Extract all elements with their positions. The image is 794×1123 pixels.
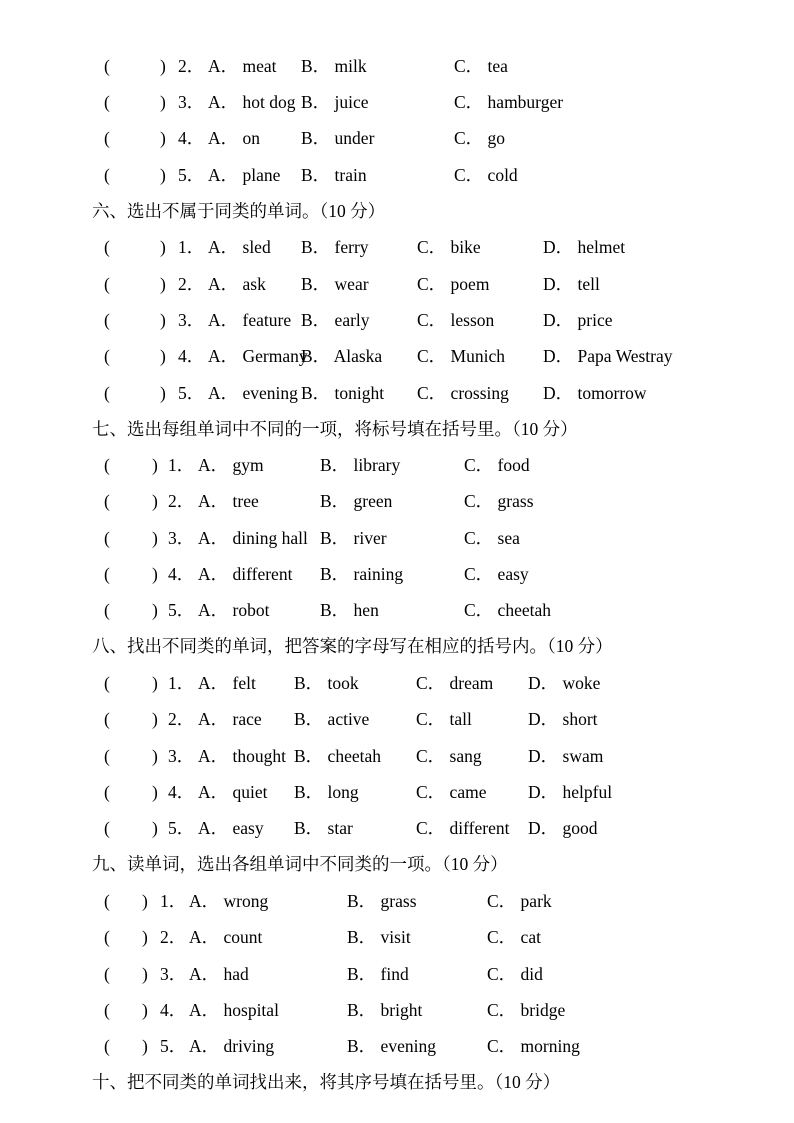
question-number: 2． <box>168 709 195 729</box>
answer-bracket-open: ( <box>104 237 110 257</box>
question-number: 5． <box>168 600 195 620</box>
option-a: A． dining hall <box>198 528 308 548</box>
answer-bracket-close: ) <box>160 128 166 148</box>
answer-bracket-open: ( <box>104 1000 110 1020</box>
option-d: D． tell <box>543 274 600 294</box>
option-a: A． count <box>189 927 263 947</box>
option-c: C． cat <box>487 927 541 947</box>
question-number: 5． <box>178 383 205 403</box>
option-c: C． sea <box>464 528 520 548</box>
answer-bracket-close: ) <box>152 600 158 620</box>
answer-bracket-open: ( <box>104 564 110 584</box>
option-a: A． had <box>189 964 249 984</box>
option-c: C． hamburger <box>454 92 564 112</box>
question-row <box>0 815 794 841</box>
question-number: 3． <box>178 92 205 112</box>
option-d: D． helmet <box>543 237 626 257</box>
option-a: A． race <box>198 709 262 729</box>
option-c: C． food <box>464 455 530 475</box>
option-b: B． took <box>294 673 359 693</box>
answer-bracket-close: ) <box>152 782 158 802</box>
question-row <box>0 924 794 950</box>
option-c: C． different <box>416 818 510 838</box>
answer-bracket-close: ) <box>160 165 166 185</box>
option-c: C． bridge <box>487 1000 566 1020</box>
option-d: D． woke <box>528 673 601 693</box>
question-row <box>0 743 794 769</box>
question-number: 1． <box>168 673 195 693</box>
option-c: C． park <box>487 891 552 911</box>
question-row <box>0 706 794 732</box>
answer-bracket-open: ( <box>104 818 110 838</box>
answer-bracket-open: ( <box>104 891 110 911</box>
question-number: 4． <box>168 564 195 584</box>
question-number: 3． <box>160 964 187 984</box>
question-row <box>0 488 794 514</box>
question-row <box>0 1033 794 1059</box>
answer-bracket-open: ( <box>104 528 110 548</box>
option-a: A． different <box>198 564 293 584</box>
question-number: 1． <box>168 455 195 475</box>
answer-bracket-open: ( <box>104 310 110 330</box>
answer-bracket-close: ) <box>160 383 166 403</box>
answer-bracket-open: ( <box>104 709 110 729</box>
answer-bracket-close: ) <box>160 237 166 257</box>
option-b: B． under <box>301 128 375 148</box>
question-number: 5． <box>168 818 195 838</box>
option-d: D． price <box>543 310 613 330</box>
option-c: C． tea <box>454 56 508 76</box>
option-c: C． morning <box>487 1036 580 1056</box>
option-b: B． train <box>301 165 367 185</box>
option-c: C． go <box>454 128 506 148</box>
option-a: A． thought <box>198 746 286 766</box>
question-number: 4． <box>178 128 205 148</box>
option-c: C． easy <box>464 564 529 584</box>
option-c: C． cheetah <box>464 600 551 620</box>
answer-bracket-close: ) <box>152 673 158 693</box>
option-b: B． library <box>320 455 401 475</box>
answer-bracket-close: ) <box>152 455 158 475</box>
answer-bracket-close: ) <box>160 310 166 330</box>
question-row <box>0 888 794 914</box>
option-b: B． juice <box>301 92 369 112</box>
option-b: B． bright <box>347 1000 423 1020</box>
option-a: A． hot dog <box>208 92 296 112</box>
answer-bracket-open: ( <box>104 128 110 148</box>
section-heading: 八、找出不同类的单词，把答案的字母写在相应的括号内。（10 分） <box>92 636 613 656</box>
answer-bracket-close: ) <box>160 92 166 112</box>
question-number: 3． <box>178 310 205 330</box>
option-a: A． gym <box>198 455 264 475</box>
question-number: 4． <box>178 346 205 366</box>
option-c: C． bike <box>417 237 481 257</box>
option-b: B． raining <box>320 564 404 584</box>
option-c: C． dream <box>416 673 494 693</box>
question-row <box>0 125 794 151</box>
option-b: B． green <box>320 491 393 511</box>
answer-bracket-open: ( <box>104 673 110 693</box>
answer-bracket-close: ) <box>160 56 166 76</box>
answer-bracket-close: ) <box>152 818 158 838</box>
option-b: B． find <box>347 964 409 984</box>
answer-bracket-close: ) <box>142 891 148 911</box>
option-a: A． felt <box>198 673 256 693</box>
option-a: A． on <box>208 128 261 148</box>
question-row <box>0 234 794 260</box>
answer-bracket-close: ) <box>142 1036 148 1056</box>
answer-bracket-close: ) <box>142 964 148 984</box>
answer-bracket-open: ( <box>104 92 110 112</box>
option-a: A． easy <box>198 818 264 838</box>
option-b: B． grass <box>347 891 417 911</box>
option-b: B． hen <box>320 600 379 620</box>
option-d: D． Papa Westray <box>543 346 673 366</box>
answer-bracket-close: ) <box>142 1000 148 1020</box>
answer-bracket-close: ) <box>152 746 158 766</box>
answer-bracket-close: ) <box>152 491 158 511</box>
answer-bracket-close: ) <box>142 927 148 947</box>
option-a: A． ask <box>208 274 266 294</box>
section-heading: 七、选出每组单词中不同的一项，将标号填在括号里。（10 分） <box>92 419 578 439</box>
option-b: B． evening <box>347 1036 436 1056</box>
option-c: C． grass <box>464 491 534 511</box>
question-row <box>0 525 794 551</box>
answer-bracket-open: ( <box>104 274 110 294</box>
answer-bracket-open: ( <box>104 56 110 76</box>
option-d: D． swam <box>528 746 604 766</box>
section-heading: 九、读单词，选出各组单词中不同类的一项。（10 分） <box>92 854 508 874</box>
option-a: A． quiet <box>198 782 268 802</box>
option-d: D． good <box>528 818 598 838</box>
question-row <box>0 670 794 696</box>
option-b: B． tonight <box>301 383 385 403</box>
answer-bracket-open: ( <box>104 782 110 802</box>
question-number: 3． <box>168 528 195 548</box>
question-number: 1． <box>178 237 205 257</box>
answer-bracket-open: ( <box>104 383 110 403</box>
question-number: 2． <box>168 491 195 511</box>
option-b: B． long <box>294 782 359 802</box>
option-a: A． evening <box>208 383 298 403</box>
option-b: B． visit <box>347 927 411 947</box>
option-c: C． sang <box>416 746 482 766</box>
question-number: 2． <box>160 927 187 947</box>
answer-bracket-close: ) <box>152 528 158 548</box>
option-b: B． milk <box>301 56 367 76</box>
question-number: 4． <box>168 782 195 802</box>
option-b: B． ferry <box>301 237 369 257</box>
answer-bracket-open: ( <box>104 1036 110 1056</box>
answer-bracket-close: ) <box>152 709 158 729</box>
option-d: D． short <box>528 709 598 729</box>
option-c: C． tall <box>416 709 472 729</box>
question-row <box>0 997 794 1023</box>
option-b: B． active <box>294 709 370 729</box>
question-row <box>0 779 794 805</box>
option-a: A． meat <box>208 56 277 76</box>
question-row <box>0 961 794 987</box>
question-row <box>0 53 794 79</box>
answer-bracket-close: ) <box>152 564 158 584</box>
option-a: A． Germany <box>208 346 308 366</box>
question-number: 2． <box>178 274 205 294</box>
answer-bracket-close: ) <box>160 346 166 366</box>
option-b: B． early <box>301 310 370 330</box>
option-a: A． robot <box>198 600 270 620</box>
question-row <box>0 452 794 478</box>
option-c: C． Munich <box>417 346 505 366</box>
question-row <box>0 307 794 333</box>
option-a: A． sled <box>208 237 271 257</box>
answer-bracket-open: ( <box>104 346 110 366</box>
option-b: B． wear <box>301 274 369 294</box>
answer-bracket-open: ( <box>104 491 110 511</box>
question-row <box>0 271 794 297</box>
option-a: A． feature <box>208 310 292 330</box>
question-row <box>0 380 794 406</box>
option-a: A． tree <box>198 491 259 511</box>
option-a: A． plane <box>208 165 281 185</box>
question-row <box>0 343 794 369</box>
option-c: C． poem <box>417 274 490 294</box>
option-d: D． tomorrow <box>543 383 647 403</box>
question-row <box>0 597 794 623</box>
option-c: C． came <box>416 782 487 802</box>
option-c: C． lesson <box>417 310 495 330</box>
answer-bracket-open: ( <box>104 455 110 475</box>
answer-bracket-open: ( <box>104 746 110 766</box>
option-a: A． wrong <box>189 891 269 911</box>
option-b: B． star <box>294 818 353 838</box>
question-number: 5． <box>160 1036 187 1056</box>
question-number: 4． <box>160 1000 187 1020</box>
answer-bracket-open: ( <box>104 927 110 947</box>
option-c: C． did <box>487 964 543 984</box>
question-row <box>0 89 794 115</box>
answer-bracket-close: ) <box>160 274 166 294</box>
question-number: 3． <box>168 746 195 766</box>
question-number: 1． <box>160 891 187 911</box>
option-d: D． helpful <box>528 782 613 802</box>
option-c: C． crossing <box>417 383 509 403</box>
answer-bracket-open: ( <box>104 165 110 185</box>
answer-bracket-open: ( <box>104 600 110 620</box>
question-row <box>0 561 794 587</box>
question-number: 2． <box>178 56 205 76</box>
option-c: C． cold <box>454 165 518 185</box>
option-a: A． hospital <box>189 1000 279 1020</box>
question-number: 5． <box>178 165 205 185</box>
section-heading: 十、把不同类的单词找出来，将其序号填在括号里。（10 分） <box>92 1072 561 1092</box>
option-b: B． Alaska <box>301 346 383 366</box>
option-a: A． driving <box>189 1036 275 1056</box>
section-heading: 六、选出不属于同类的单词。（10 分） <box>92 201 386 221</box>
question-row <box>0 162 794 188</box>
option-b: B． cheetah <box>294 746 381 766</box>
option-b: B． river <box>320 528 387 548</box>
answer-bracket-open: ( <box>104 964 110 984</box>
